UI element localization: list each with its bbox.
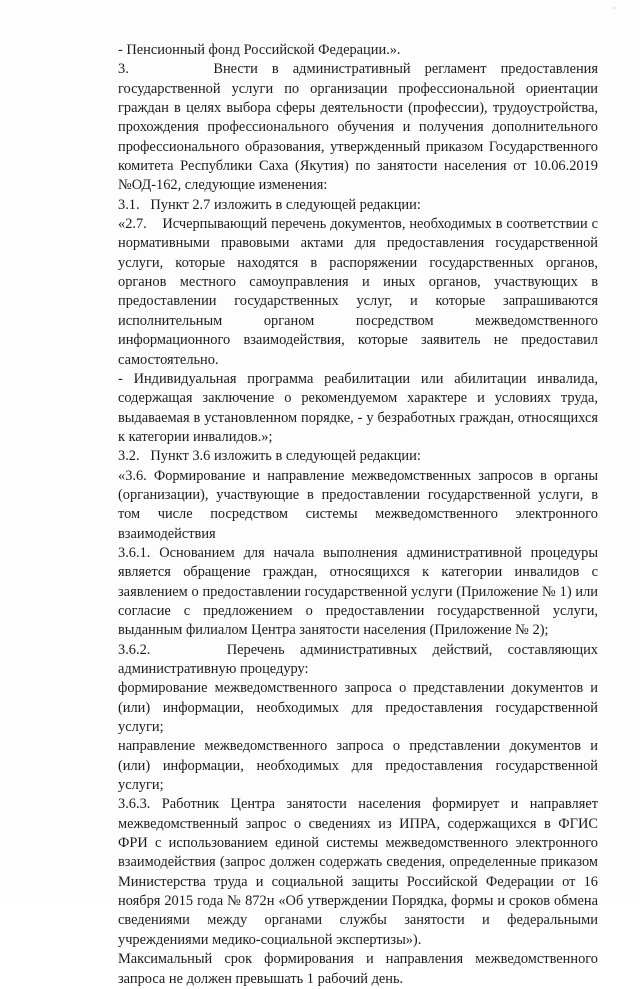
- paragraph-item-3-2: 3.2. Пункт 3.6 изложить в следующей редакции:: [118, 448, 421, 465]
- paragraph-max-term: Максимальный срок формирования и направления межведомственного запроса не должен превышать 1 рабочий день.: [118, 951, 598, 987]
- document-body: [118, 41, 598, 989]
- paragraph-forming-request: формирование межведомственного запроса о представлении документов и (или) информации, необходимых для предоставления государственной услуги;: [118, 680, 598, 736]
- paragraph-sending-request: направление межведомственного запроса о представлении документов и (или) информации, необходимых для предоставления государственной услуги;: [118, 738, 598, 794]
- paragraph-item-3-6: «3.6. Формирование и направление межведомственных запросов в органы (организации), участвующие в предоставлении государственной услуги, в том числе посредством системы межведомственного электронного взаимодействия: [118, 467, 598, 542]
- paragraph-pension-fund: - Пенсионный фонд Российской Федерации.».: [118, 42, 401, 58]
- paragraph-ipra: - Индивидуальная программа реабилитации или абилитации инвалида, содержащая заключение о рекомендуемом характере и условиях труда, выдаваемая в установленном порядке, - у безработных граждан, относящихся к категории инвалидов.»;: [118, 370, 598, 445]
- paragraph-item-3-6-1: 3.6.1. Основанием для начала выполнения административной процедуры является обращение граждан, относящихся к категории инвалидов с заявлением о предоставлении государственной услуги (Приложение № 1) или согласие с предложением о предоставлении государственной услуги, выданным филиалом Центра занятости населения (Приложение № 2);: [118, 544, 598, 639]
- page-mark: ·: [613, 4, 616, 14]
- paragraph-item-3-6-3: 3.6.3. Работник Центра занятости населения формирует и направляет межведомственный запрос о сведениях из ИПРА, содержащихся в ФГИС ФРИ с использованием единой системы межведомственного электронного взаимодействия (запрос должен содержать сведения, определенные приказом Министерства труда и социальной защиты Российской Федерации от 16 ноября 2015 года № 872н «Об утверждении Порядка, формы и сроков обмена сведениями между органами службы занятости и федеральными учреждениями медико-социальной экспертизы»).: [118, 796, 598, 948]
- paragraph-item-3-6-2: 3.6.2. Перечень административных действий, составляющих административную процедуру:: [118, 641, 598, 677]
- paragraph-item-3: 3. Внести в административный регламент предоставления государственной услуги по организации профессиональной ориентации граждан в целях выбора сферы деятельности (профессии), трудоустройства, прохождения профессионального обучения и получения дополнительного профессионального образования, утвержденный приказом Государственного комитета Республики Саха (Якутия) по занятости населения от 10.06.2019 №ОД-162, следующие изменения:: [118, 61, 598, 194]
- paragraph-item-3-1: 3.1. Пункт 2.7 изложить в следующей редакции:: [118, 196, 421, 213]
- paragraph-item-2-7: «2.7. Исчерпывающий перечень документов, необходимых в соответствии с нормативными правовыми актами для предоставления государственной услуги, которые находятся в распоряжении государственных органов, органов местного самоуправления и иных органов, участвующих в предоставлении государственных услуг, и которые запрашиваются исполнительным органом посредством межведомственного информационного взаимодействия, которые заявитель не предоставил самостоятельно.: [118, 216, 598, 368]
